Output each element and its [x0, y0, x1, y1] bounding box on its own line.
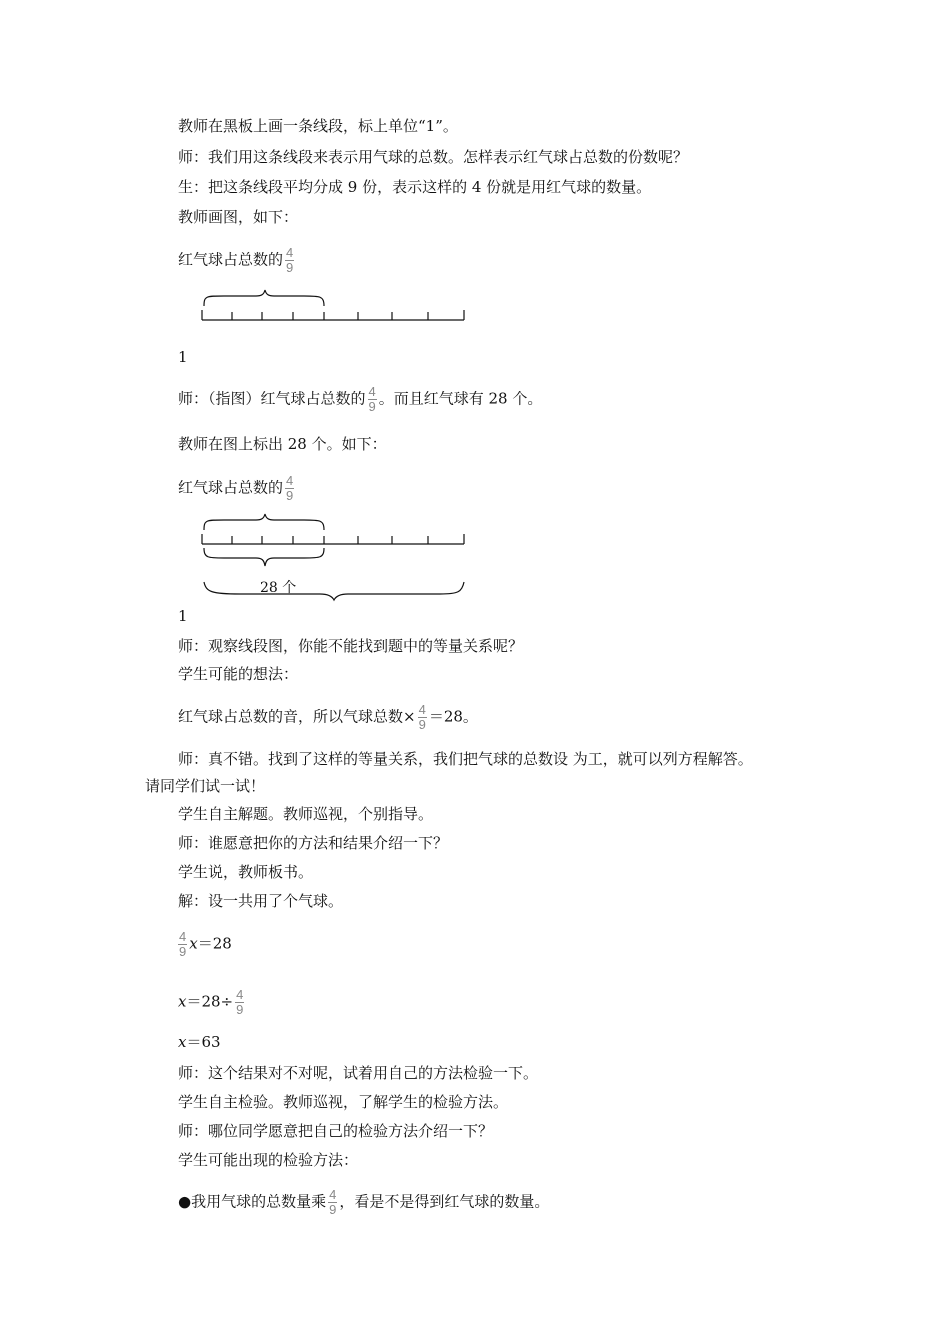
paragraph: 师：我们用这条线段来表示用气球的总数。怎样表示红气球占总数的份数呢？	[178, 148, 689, 166]
line-segment-diagram-2	[200, 512, 468, 604]
paragraph: 生：把这条线段平均分成 9 份，表示这样的 4 份就是用红气球的数量。	[178, 178, 652, 196]
paragraph: 教师画图，如下：	[178, 208, 299, 226]
equation-2: x＝28÷ $\frac{4}{9}$	[178, 987, 244, 1017]
count-label: 28 个	[260, 580, 297, 596]
paragraph: 教师在图上标出 28 个。如下：	[178, 435, 387, 453]
unit-one-label: 1	[178, 607, 188, 625]
paragraph: 学生可能出现的检验方法：	[178, 1151, 359, 1169]
fraction: $\frac{4}{9}$	[236, 987, 244, 1017]
paragraph: 师：观察线段图，你能不能找到题中的等量关系呢？	[178, 637, 524, 655]
fraction: $\frac{4}{9}$	[179, 929, 187, 959]
paragraph: 解：设一共用了个气球。	[178, 892, 344, 910]
paragraph: 师：真不错。找到了这样的等量关系，我们把气球的总数设 为工，就可以列方程解答。	[178, 750, 753, 768]
diagram-label: 红气球占总数的 $\frac{4}{9}$	[178, 245, 294, 275]
paragraph: 请同学们试一试！	[145, 777, 266, 795]
paragraph: 师：谁愿意把你的方法和结果介绍一下？	[178, 834, 449, 852]
equation-1: $\frac{4}{9}$ x＝28	[179, 929, 232, 959]
paragraph: 学生自主解题。教师巡视，个别指导。	[178, 805, 434, 823]
line-segment-diagram-1	[200, 288, 468, 328]
paragraph: 学生可能的想法：	[178, 665, 299, 683]
fraction: $\frac{4}{9}$	[329, 1187, 337, 1217]
paragraph: 师：（指图）红气球占总数的 $\frac{4}{9}$ 。而且红气球有 28 个。	[178, 384, 543, 414]
paragraph: 红气球占总数的音，所以气球总数× $\frac{4}{9}$ ＝28。	[178, 702, 478, 732]
bottom-brace	[204, 548, 324, 566]
paragraph: 学生自主检验。教师巡视，了解学生的检验方法。	[178, 1093, 509, 1111]
paragraph: 学生说，教师板书。	[178, 863, 314, 881]
bullet-item: ●我用气球的总数量乘 $\frac{4}{9}$ ，看是不是得到红气球的数量。	[178, 1187, 550, 1217]
paragraph: 师：这个结果对不对呢，试着用自己的方法检验一下。	[178, 1064, 539, 1082]
fraction: $\frac{4}{9}$	[368, 384, 376, 414]
top-brace	[204, 290, 324, 306]
total-brace	[204, 582, 464, 600]
equation-3: x＝63	[178, 1033, 221, 1051]
fraction: $\frac{4}{9}$	[286, 473, 294, 503]
fraction: $\frac{4}{9}$	[286, 245, 294, 275]
paragraph: 教师在黑板上画一条线段，标上单位“1”。	[178, 117, 458, 135]
diagram-label: 红气球占总数的 $\frac{4}{9}$	[178, 473, 294, 503]
top-brace	[204, 514, 324, 530]
unit-one-label: 1	[178, 348, 188, 366]
paragraph: 师：哪位同学愿意把自己的检验方法介绍一下？	[178, 1122, 494, 1140]
fraction: $\frac{4}{9}$	[418, 702, 426, 732]
